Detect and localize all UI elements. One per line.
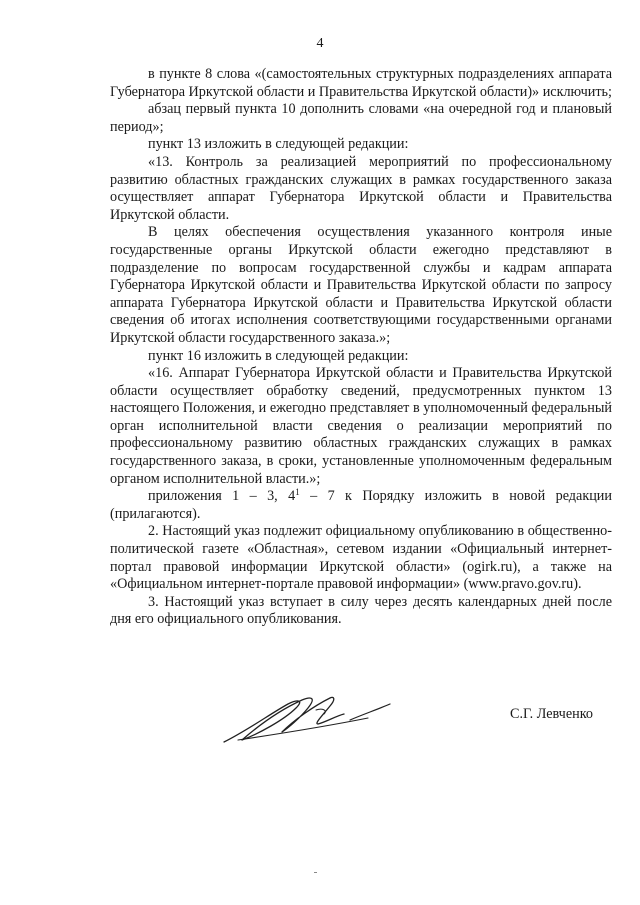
paragraph-item-13-intro: пункт 13 изложить в следующей редакции: <box>148 136 409 153</box>
appendix-superscript: 1 <box>295 487 300 498</box>
paragraph-item-13-text: «13. Контроль за реализацией мероприятий по профессиональному развитию областных гражданских служащих в рамках государственного заказа осуществляет аппарат Губернатора Иркутской области и Правительства Иркутской области. <box>110 153 612 223</box>
paragraph-item-16-text: «16. Аппарат Губернатора Иркутской области и Правительства Иркутской области осуществляет обработку сведений, предусмотренных пунктом 13 настоящего Положения, и ежегодно представляет в уполномоченный федеральный орган исполнительной власти сведения о реализации мероприятий по профессиональному развитию областных гражданских служащих в рамках государственного заказа, в сроки, установленные уполномоченным федеральным органом исполнительной власти.»; <box>110 365 612 487</box>
appendix-text-after: – 7 к Порядку изложить в новой редакции (прилагаются). <box>110 488 612 522</box>
paragraph-publication: 2. Настоящий указ подлежит официальному опубликованию в общественно-политической газете «Областная», сетевом издании «Официальный интернет-портал правовой информации Иркутской области» (ogirk.ru), а также на «Официальном интернет-портале правовой информации» (www.pravo.gov.ru). <box>110 523 612 593</box>
paragraph-item-13-control: В целях обеспечения осуществления указанного контроля иные государственные органы Иркутской области ежегодно представляют в подразделение по вопросам государственной службы и кадрам аппарата Губернатора Иркутской области и Правительства Иркутской области по запросу аппарата Губернатора Иркутской области и Правительства Иркутской области сведения об итогах исполнения соответствующими государственными органами Иркутской области государственного заказа.»; <box>110 224 612 346</box>
document-body <box>110 66 612 629</box>
page-number: 4 <box>316 36 324 51</box>
handwritten-signature <box>218 690 398 750</box>
signer-name: С.Г. Левченко <box>510 706 593 722</box>
appendix-text-before: приложения 1 – 3, 4 <box>148 488 296 505</box>
paragraph-item-8: в пункте 8 слова «(самостоятельных структурных подразделениях аппарата Губернатора Иркутской области и Правительства Иркутской области)» исключить; <box>110 66 612 100</box>
paragraph-item-16-intro: пункт 16 изложить в следующей редакции: <box>148 347 409 364</box>
paragraph-item-10: абзац первый пункта 10 дополнить словами «на очередной год и плановый период»; <box>110 101 612 135</box>
paragraph-appendices <box>110 488 612 523</box>
paragraph-effective-date: 3. Настоящий указ вступает в силу через десять календарных дней после дня его официального опубликования. <box>110 593 612 628</box>
scan-mark <box>314 872 317 873</box>
